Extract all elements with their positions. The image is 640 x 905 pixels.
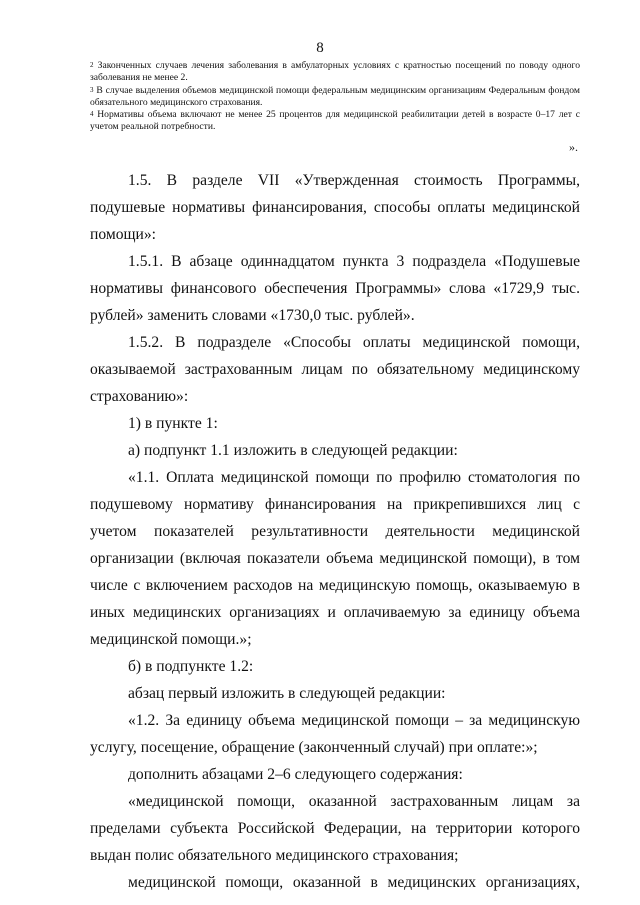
- paragraph: 1.5. В разделе VII «Утвержденная стоимость Программы, подушевые нормативы финансирования, способы оплаты медицинской помощи»:: [90, 172, 580, 243]
- footnote-text: Нормативы объема включают не менее 25 процентов для медицинской реабилитации детей в возрасте 0–17 лет с учетом реальной потребности.: [90, 109, 580, 133]
- footnote: [90, 109, 580, 134]
- footnote-number: 3: [90, 85, 94, 94]
- paragraph: «1.2. За единицу объема медицинской помощи – за медицинскую услугу, посещение, обращение (законченный случай) при оплате:»;: [90, 712, 580, 756]
- paragraph: «1.1. Оплата медицинской помощи по профилю стоматология по подушевому нормативу финансирования на прикрепившихся лиц с учетом показателей результативности деятельности медицинской организации (включая показатели объема медицинской помощи), в том числе с включением расходов на медицинскую помощь, оказываемую в иных медицинских организациях и оплачиваемую за единицу объема медицинской помощи.»;: [90, 469, 580, 648]
- paragraph: абзац первый изложить в следующей редакции:: [128, 685, 446, 702]
- paragraph: б) в подпункте 1.2:: [128, 658, 254, 675]
- footnote-number: 2: [90, 61, 94, 69]
- page-number: 8: [316, 40, 324, 56]
- paragraph: 1.5.1. В абзаце одиннадцатом пункта 3 подраздела «Подушевые нормативы финансового обеспечения Программы» слова «1729,9 тыс. рублей» заменить словами «1730,0 тыс. рублей».: [90, 253, 580, 324]
- paragraph: а) подпункт 1.1 изложить в следующей редакции:: [128, 442, 458, 459]
- document-body: [90, 167, 580, 896]
- footnote-number: 4: [90, 110, 94, 119]
- footnote: [90, 60, 580, 85]
- paragraph: 1) в пункте 1:: [128, 415, 218, 432]
- footnote-text: Законченных случаев лечения заболевания в амбулаторных условиях с кратностью посещений по поводу одного заболевания не менее 2.: [90, 60, 580, 84]
- paragraph: 1.5.2. В подразделе «Способы оплаты медицинской помощи, оказываемой застрахованным лицам по обязательному медицинскому страхованию»:: [90, 334, 580, 405]
- footnote-text: В случае выделения объемов медицинской помощи федеральным медицинским организациям Федеральным фондом обязательного медицинского страхования.: [90, 84, 580, 108]
- paragraph: «медицинской помощи, оказанной застрахованным лицам за пределами субъекта Российской Федерации, на территории которого выдан полис обязательного медицинского страхования;: [90, 793, 580, 864]
- footnotes: [90, 60, 580, 134]
- quote-close: ».: [569, 140, 578, 154]
- paragraph: медицинской помощи, оказанной в медицинских организациях,: [128, 874, 580, 891]
- paragraph: дополнить абзацами 2–6 следующего содержания:: [128, 766, 463, 783]
- footnote: [90, 85, 580, 110]
